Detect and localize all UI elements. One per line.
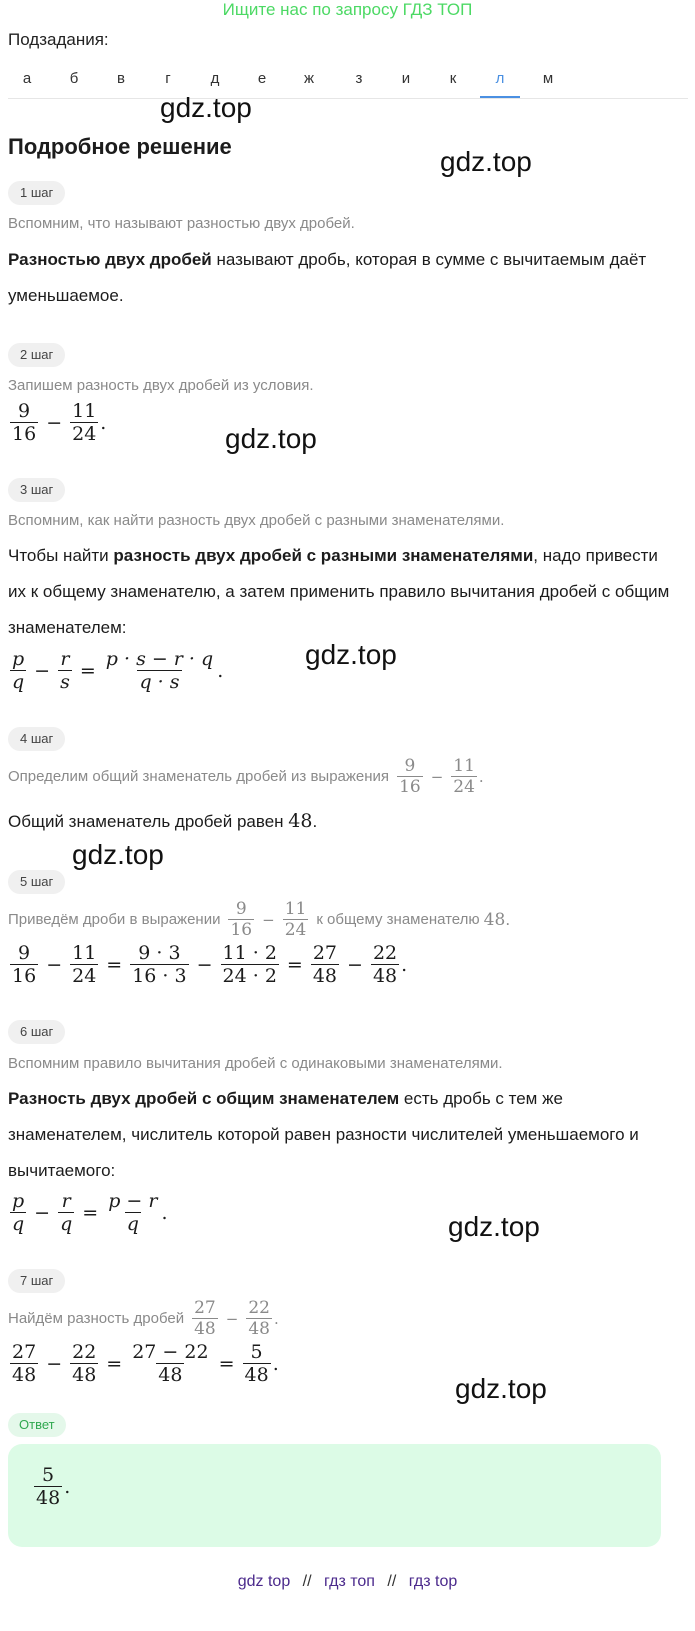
rule-term: Разность двух дробей с общим знаменателем	[8, 1089, 400, 1108]
step-badge: 5 шаг	[8, 870, 65, 894]
formula-same-denominator: $\frac{p}{q}$ − $\frac{r}{q}$ = $\frac{p - r}{q}$ .	[12, 1190, 168, 1235]
watermark: gdz.top	[72, 839, 164, 870]
rule-text: Чтобы найти разность двух дробей с разными знаменателями, надо привести их к общему знаменателю, а затем применить правило вычитания дробей с общим знаменателем:	[8, 546, 670, 637]
step-hint: Вспомним правило вычитания дробей с одинаковыми знаменателями.	[8, 1055, 503, 1072]
formula-different-denominators: $\frac{p}{q}$ − $\frac{r}{s}$ = $\frac{p \cdot s - r \cdot q}{q \cdot s}$ .	[12, 648, 224, 693]
definition-text	[8, 242, 678, 314]
definition-term: Разностью двух дробей	[8, 250, 212, 269]
active-tab-indicator	[480, 96, 520, 98]
step-badge: 1 шаг	[8, 181, 65, 205]
answer-box	[8, 1444, 661, 1547]
tab-z[interactable]: з	[355, 70, 363, 87]
tab-e[interactable]: е	[257, 70, 267, 87]
footer-link[interactable]: gdz top	[237, 1573, 291, 1590]
step-hint: Вспомним, как найти разность двух дробей с разными знаменателями.	[8, 512, 505, 529]
tab-i[interactable]: и	[401, 70, 411, 87]
tab-d[interactable]: д	[210, 70, 220, 87]
expression-common-denominator: $\frac{9}{16}$ − $\frac{11}{24}$ = $\frac{9 \cdot 3}{16 \cdot 3}$ − $\frac{11 \cdot 2}{24 \cdot 2}$ = $\frac{27}{48}$ − $\frac{22}{48}$ .	[12, 942, 408, 987]
footer-links	[0, 1573, 695, 1591]
step-hint: Запишем разность двух дробей из условия.	[8, 377, 314, 394]
answer-value: $\frac{5}{48}$ .	[36, 1464, 71, 1509]
step-hint-expression: Определим общий знаменатель дробей из выражения $\frac{9}{16}$ − $\frac{11}{24}$ .	[8, 756, 484, 797]
watermark: gdz.top	[455, 1373, 547, 1404]
definition-body: называют дробь, которая в сумме с вычитаемым даёт уменьшаемое.	[8, 250, 647, 305]
search-banner: Ищите нас по запросу ГДЗ ТОП	[222, 0, 473, 19]
step-badge: 3 шаг	[8, 478, 65, 502]
step-hint-expression: Найдём разность дробей $\frac{27}{48}$ − $\frac{22}{48}$ .	[8, 1298, 279, 1339]
watermark: gdz.top	[225, 423, 317, 454]
step-hint-expression: Приведём дроби в выражении $\frac{9}{16}$ − $\frac{11}{24}$ к общему знаменателю 48 .	[8, 899, 511, 940]
rule-term: разность двух дробей с разными знаменателями	[113, 546, 534, 565]
tab-l[interactable]: л	[495, 70, 505, 87]
step-badge: 2 шаг	[8, 343, 65, 367]
common-denominator-result: Общий знаменатель дробей равен 48.	[8, 810, 318, 832]
step-badge: 4 шаг	[8, 727, 65, 751]
tab-b[interactable]: б	[69, 70, 79, 87]
page-title: Подробное решение	[8, 134, 232, 159]
footer-separator: //	[387, 1573, 397, 1590]
step-badge: 6 шаг	[8, 1020, 65, 1044]
step-hint: Вспомним, что называют разностью двух дробей.	[8, 215, 355, 232]
answer-badge: Ответ	[8, 1413, 66, 1437]
expression-final-difference: $\frac{27}{48}$ − $\frac{22}{48}$ = $\frac{27 - 22}{48}$ = $\frac{5}{48}$ .	[12, 1341, 279, 1386]
tabs-divider	[8, 98, 688, 99]
footer-link[interactable]: гдз топ	[324, 1573, 375, 1590]
watermark: gdz.top	[448, 1211, 540, 1242]
tab-a[interactable]: а	[22, 70, 32, 87]
watermark: gdz.top	[440, 146, 532, 177]
subtasks-label: Подзадания:	[8, 30, 109, 49]
tab-k[interactable]: к	[449, 70, 457, 87]
footer-separator: //	[302, 1573, 312, 1590]
step-badge: 7 шаг	[8, 1269, 65, 1293]
footer-link[interactable]: гдз top	[408, 1573, 458, 1590]
watermark: gdz.top	[160, 92, 252, 123]
expression-original: $\frac{9}{16}$ − $\frac{11}{24}$ .	[12, 400, 107, 445]
tab-zh[interactable]: ж	[303, 70, 315, 87]
rule-text-same-denominator: Разность двух дробей с общим знаменателем есть дробь с тем же знаменателем, числитель которой равен разности числителей уменьшаемого и вычитаемого:	[8, 1089, 639, 1180]
tab-g[interactable]: г	[165, 70, 171, 87]
watermark: gdz.top	[305, 639, 397, 670]
tab-v[interactable]: в	[117, 70, 125, 87]
tab-m[interactable]: м	[542, 70, 554, 87]
